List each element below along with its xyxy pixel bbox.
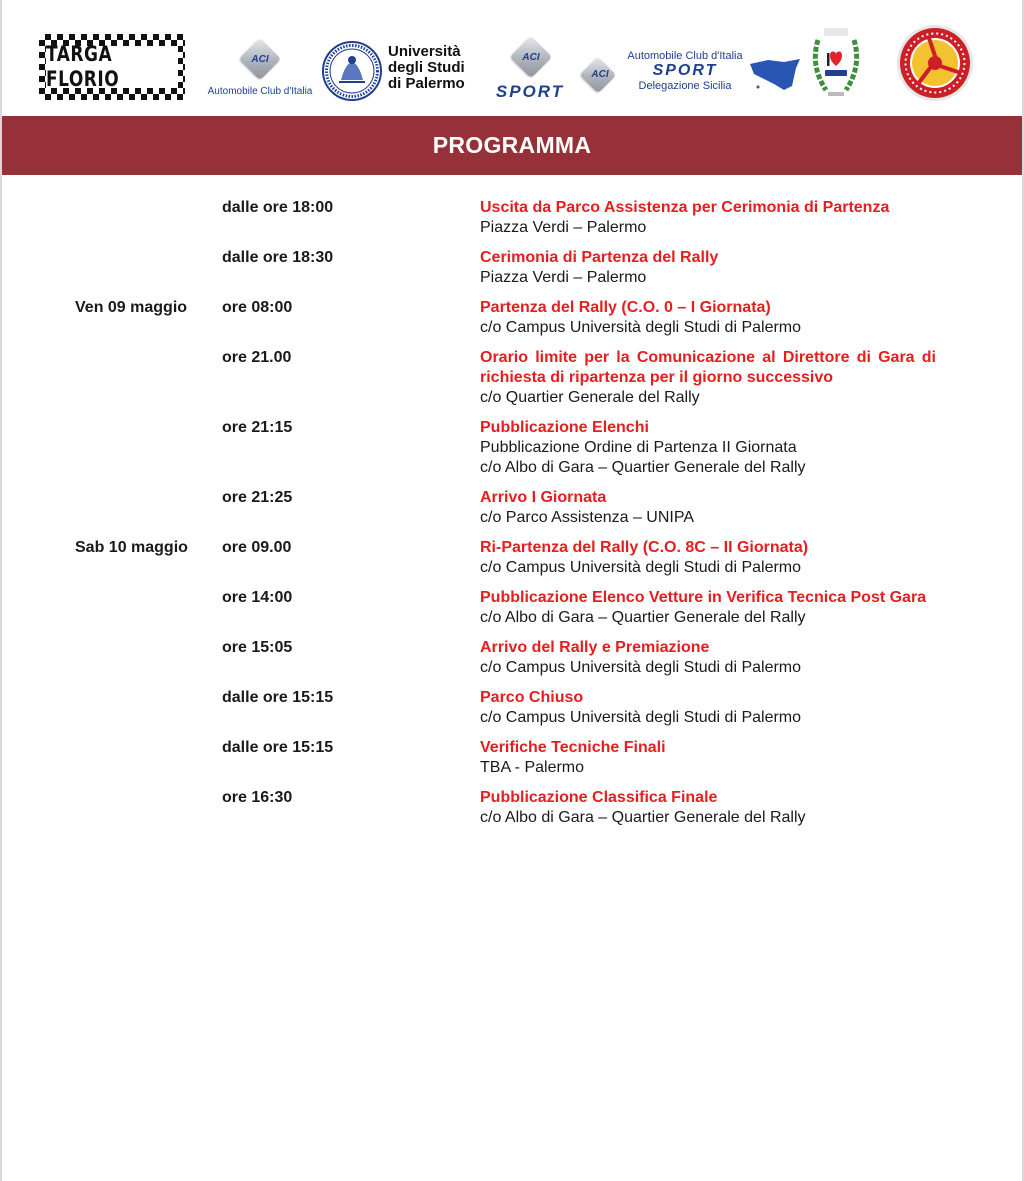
event-title: Pubblicazione Classifica Finale [480,789,718,806]
event-location: c/o Albo di Gara – Quartier Generale del Rally [480,809,806,826]
delegation-line-3: Delegazione Sicilia [638,80,732,92]
event-title: Arrivo del Rally e Premiazione [480,639,710,656]
event-location: Piazza Verdi – Palermo [480,219,647,236]
schedule-time: ore 08:00 [222,299,293,316]
schedule-time: ore 15:05 [222,639,293,656]
schedule-event [480,538,936,578]
schedule-entry [0,348,1024,418]
schedule-entry [0,488,1024,538]
event-title: Arrivo I Giornata [480,489,607,506]
schedule-event [480,298,936,338]
schedule-entry [0,298,1024,348]
automobile-club-palermo-logo-icon [896,24,974,102]
schedule-entry [0,198,1024,248]
event-location: c/o Albo di Gara – Quartier Generale del Rally [480,459,806,476]
schedule-time: ore 16:30 [222,789,293,806]
aci-small-logo [580,58,620,98]
schedule-day: Ven 09 maggio [75,299,188,316]
targa-florio-plate [46,42,178,92]
event-title: Partenza del Rally (C.O. 0 – I Giornata) [480,299,771,316]
schedule-entry [0,638,1024,688]
aci-caption: Automobile Club d'Italia [207,86,313,97]
event-location: c/o Campus Università degli Studi di Palermo [480,709,802,726]
event-title: Uscita da Parco Assistenza per Cerimonia di Partenza [480,199,890,216]
schedule-time: dalle ore 18:00 [222,199,334,216]
event-location: c/o Quartier Generale del Rally [480,389,700,406]
sport-wordmark: SPORT [495,82,565,101]
schedule-event [480,488,936,528]
schedule-entry [0,588,1024,638]
schedule-time: ore 09.00 [222,539,292,556]
programma-banner [2,116,1022,175]
event-title: Pubblicazione Elenco Vetture in Verifica Tecnica Post Gara [480,589,927,606]
unipa-line-3: di Palermo [388,75,465,92]
schedule-event [480,688,936,728]
aci-sport-sicilia-logo [622,50,748,92]
schedule-entry [0,418,1024,488]
event-location: c/o Campus Università degli Studi di Palermo [480,659,802,676]
schedule-time: dalle ore 18:30 [222,249,334,266]
event-location: c/o Campus Università degli Studi di Palermo [480,559,802,576]
schedule-event [480,348,936,408]
event-title: Verifiche Tecniche Finali [480,739,666,756]
targa-florio-logo [39,34,185,100]
event-location: c/o Campus Università degli Studi di Palermo [480,319,802,336]
schedule-event [480,588,936,628]
aci-sport-logo [478,38,582,102]
event-location: TBA - Palermo [480,759,585,776]
event-location: c/o Albo di Gara – Quartier Generale del Rally [480,609,806,626]
schedule-time: dalle ore 15:15 [222,689,334,706]
schedule-entry [0,788,1024,838]
schedule-entry [0,738,1024,788]
page-title: PROGRAMMA [432,132,592,158]
aci-sport-mark-text: ACI [522,52,540,63]
event-title: Pubblicazione Elenchi [480,419,649,436]
schedule-time: ore 21:15 [222,419,293,436]
targa-florio-text: TARGA FLORIO [46,42,120,92]
schedule-event [480,788,936,828]
delegation-line-2: SPORT [652,62,718,79]
event-location: Pubblicazione Ordine di Partenza II Giornata [480,439,797,456]
schedule-event [480,638,936,678]
unipa-line-2: degli Studi [388,59,465,76]
event-location: c/o Parco Assistenza – UNIPA [480,509,695,526]
event-title: Cerimonia di Partenza del Rally [480,249,719,266]
schedule-event [480,198,936,238]
schedule-time: ore 21:25 [222,489,293,506]
aci-logo [204,40,316,102]
event-location: Piazza Verdi – Palermo [480,269,647,286]
delegation-line-1: Automobile Club d'Italia [627,50,743,62]
schedule-time: ore 21.00 [222,349,292,366]
campionato-sociale-badge-icon [806,26,866,102]
schedule-entry [0,538,1024,588]
unipa-seal-icon [321,40,383,102]
schedule-time: ore 14:00 [222,589,293,606]
schedule-event [480,418,936,478]
schedule-time: dalle ore 15:15 [222,739,334,756]
aci-mark-text: ACI [251,54,269,65]
schedule-event [480,738,936,778]
schedule-event [480,248,936,288]
unipa-wordmark [388,44,472,92]
event-title: Parco Chiuso [480,689,584,706]
event-title: Ri-Partenza del Rally (C.O. 8C – II Giornata) [480,539,809,556]
aci-small-mark-text: ACI [591,69,609,80]
schedule-entry [0,248,1024,298]
sicily-map-icon [748,56,802,92]
schedule-entry [0,688,1024,738]
unipa-line-1: Università [388,43,461,60]
event-title: Orario limite per la Comunicazione al Direttore di Gara di richiesta di ripartenza per il giorno successivo [480,349,936,386]
schedule-list [0,198,1024,838]
schedule-day: Sab 10 maggio [75,539,188,556]
sponsor-logo-bar [0,0,1024,116]
